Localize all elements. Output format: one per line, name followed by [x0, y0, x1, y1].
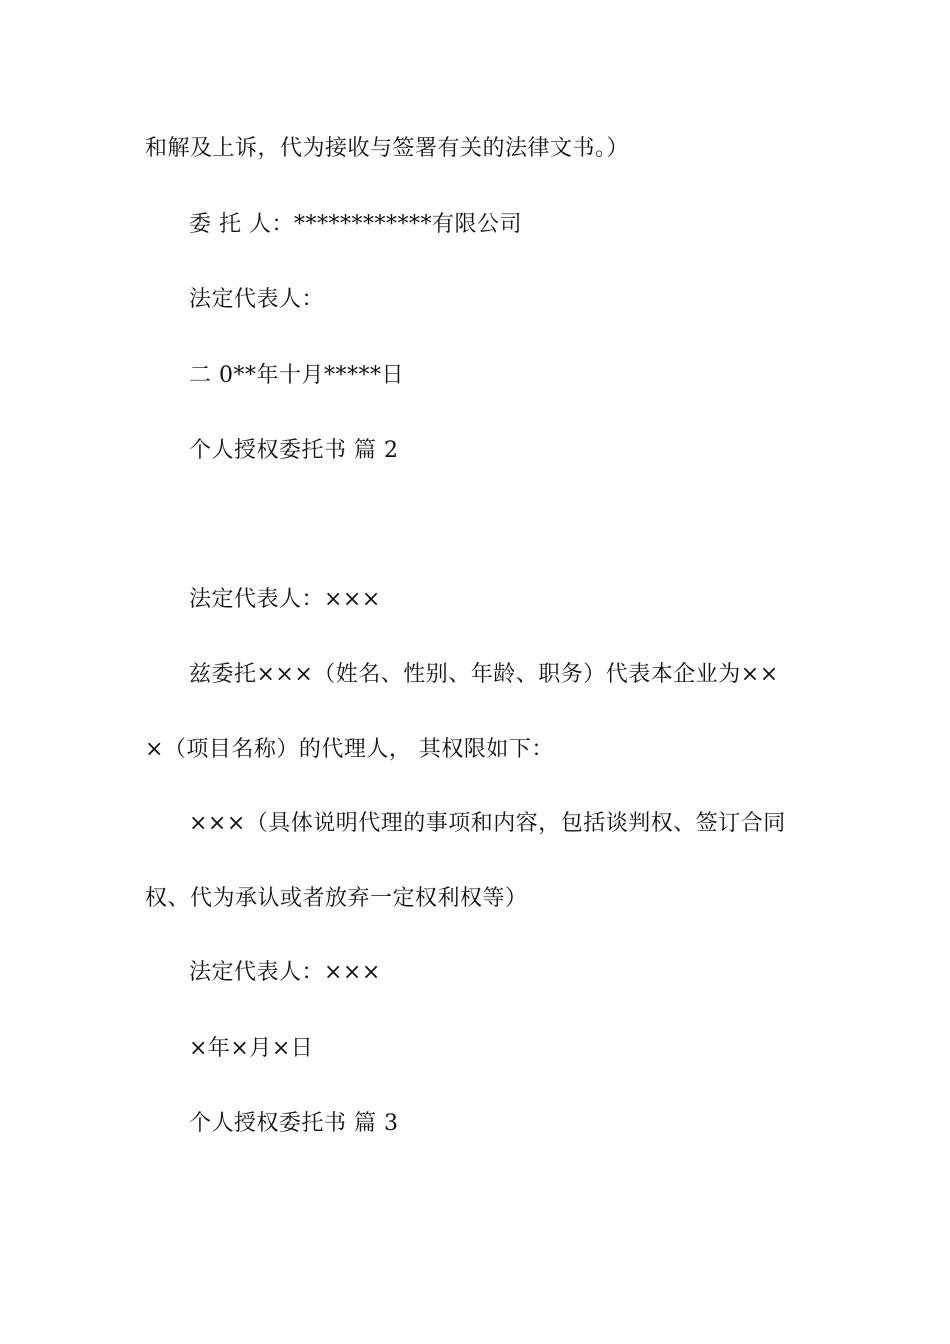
date-line: 二 0**年十月*****日	[189, 363, 404, 388]
legal-representative-line: 法定代表人：×××	[189, 960, 381, 985]
paragraph-line: 兹委托×××（姓名、性别、年龄、职务）代表本企业为××	[189, 662, 779, 687]
paragraph-line: 和解及上诉，代为接收与签署有关的法律文书。）	[145, 136, 630, 161]
paragraph-line: ×（项目名称）的代理人， 其权限如下：	[145, 737, 554, 762]
date-line: ×年×月×日	[189, 1036, 314, 1061]
legal-representative-line: 法定代表人：×××	[189, 587, 381, 612]
legal-representative-line: 法定代表人：	[189, 287, 325, 312]
paragraph-line: 权、代为承认或者放弃一定权利权等）	[145, 886, 528, 911]
section-heading: 个人授权委托书 篇 2	[189, 438, 399, 463]
section-heading: 个人授权委托书 篇 3	[189, 1111, 399, 1136]
paragraph-line: ×××（具体说明代理的事项和内容，包括谈判权、签订合同	[189, 811, 786, 836]
client-line: 委 托 人：************有限公司	[189, 212, 522, 237]
